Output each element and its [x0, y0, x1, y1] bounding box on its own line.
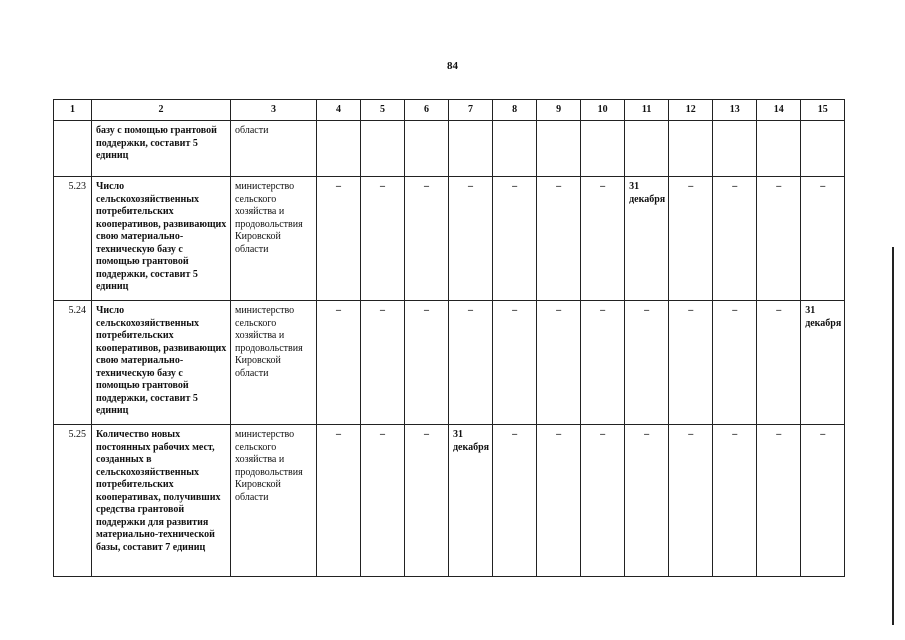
- empty-period-cell: –: [317, 425, 361, 577]
- table-row: [54, 425, 845, 577]
- empty-period-cell: –: [669, 301, 713, 425]
- column-header-14: 14: [757, 100, 801, 121]
- empty-period-cell: –: [581, 177, 625, 301]
- empty-period-cell: [801, 121, 845, 177]
- empty-period-cell: –: [317, 177, 361, 301]
- empty-period-cell: –: [405, 425, 449, 577]
- responsible-org: министерство сельского хозяйства и продовольствия Кировской области: [231, 301, 317, 425]
- empty-period-cell: –: [405, 301, 449, 425]
- empty-period-cell: –: [537, 425, 581, 577]
- empty-period-cell: [405, 121, 449, 177]
- plan-table: [53, 99, 845, 577]
- empty-period-cell: –: [625, 425, 669, 577]
- indicator-title: Число сельскохозяйственных потребительских кооперативов, развивающих свою материально-техническую базу с помощью грантовой поддержки, составит 5 единиц: [92, 177, 231, 301]
- empty-period-cell: –: [757, 301, 801, 425]
- column-header-8: 8: [493, 100, 537, 121]
- row-number: [54, 121, 92, 177]
- empty-period-cell: –: [625, 301, 669, 425]
- empty-period-cell: –: [713, 301, 757, 425]
- column-header-4: 4: [317, 100, 361, 121]
- deadline-cell: 31 декабря: [801, 301, 845, 425]
- responsible-org: министерство сельского хозяйства и продовольствия Кировской области: [231, 425, 317, 577]
- empty-period-cell: [581, 121, 625, 177]
- table-row: [54, 121, 845, 177]
- empty-period-cell: –: [757, 425, 801, 577]
- empty-period-cell: –: [801, 177, 845, 301]
- column-header-5: 5: [361, 100, 405, 121]
- column-header-15: 15: [801, 100, 845, 121]
- empty-period-cell: –: [449, 177, 493, 301]
- header-row: [54, 100, 845, 121]
- column-header-1: 1: [54, 100, 92, 121]
- row-number: 5.24: [54, 301, 92, 425]
- responsible-org: министерство сельского хозяйства и продовольствия Кировской области: [231, 177, 317, 301]
- empty-period-cell: [317, 121, 361, 177]
- column-header-11: 11: [625, 100, 669, 121]
- indicator-title: Число сельскохозяйственных потребительских кооперативов, развивающих свою материально-техническую базу с помощью грантовой поддержки, составит 5 единиц: [92, 301, 231, 425]
- indicator-title: Количество новых постоянных рабочих мест, созданных в сельскохозяйственных потребительских кооперативах, получивших средства грантовой поддержки для развития материально-технической базы, составит 7 единиц: [92, 425, 231, 577]
- margin-rule: [892, 247, 894, 625]
- table-row: [54, 301, 845, 425]
- empty-period-cell: –: [801, 425, 845, 577]
- empty-period-cell: –: [361, 425, 405, 577]
- row-number: 5.23: [54, 177, 92, 301]
- empty-period-cell: –: [493, 301, 537, 425]
- column-header-12: 12: [669, 100, 713, 121]
- empty-period-cell: –: [537, 301, 581, 425]
- empty-period-cell: [625, 121, 669, 177]
- empty-period-cell: –: [713, 177, 757, 301]
- empty-period-cell: –: [581, 301, 625, 425]
- column-header-13: 13: [713, 100, 757, 121]
- empty-period-cell: –: [405, 177, 449, 301]
- empty-period-cell: –: [493, 177, 537, 301]
- column-header-2: 2: [92, 100, 231, 121]
- column-header-3: 3: [231, 100, 317, 121]
- row-number: 5.25: [54, 425, 92, 577]
- empty-period-cell: –: [757, 177, 801, 301]
- empty-period-cell: [669, 121, 713, 177]
- indicator-title: базу с помощью грантовой поддержки, составит 5 единиц: [92, 121, 231, 177]
- empty-period-cell: [757, 121, 801, 177]
- empty-period-cell: [361, 121, 405, 177]
- deadline-cell: 31 декабря: [449, 425, 493, 577]
- table-row: [54, 177, 845, 301]
- empty-period-cell: –: [581, 425, 625, 577]
- empty-period-cell: –: [317, 301, 361, 425]
- empty-period-cell: –: [361, 177, 405, 301]
- empty-period-cell: –: [713, 425, 757, 577]
- column-header-7: 7: [449, 100, 493, 121]
- empty-period-cell: [713, 121, 757, 177]
- column-header-9: 9: [537, 100, 581, 121]
- responsible-org: области: [231, 121, 317, 177]
- table-body: [54, 100, 845, 577]
- empty-period-cell: [537, 121, 581, 177]
- column-header-10: 10: [581, 100, 625, 121]
- column-header-6: 6: [405, 100, 449, 121]
- empty-period-cell: –: [449, 301, 493, 425]
- empty-period-cell: –: [361, 301, 405, 425]
- deadline-cell: 31 декабря: [625, 177, 669, 301]
- page-number: 84: [447, 60, 458, 72]
- empty-period-cell: –: [493, 425, 537, 577]
- empty-period-cell: [449, 121, 493, 177]
- empty-period-cell: –: [669, 177, 713, 301]
- empty-period-cell: [493, 121, 537, 177]
- empty-period-cell: –: [669, 425, 713, 577]
- empty-period-cell: –: [537, 177, 581, 301]
